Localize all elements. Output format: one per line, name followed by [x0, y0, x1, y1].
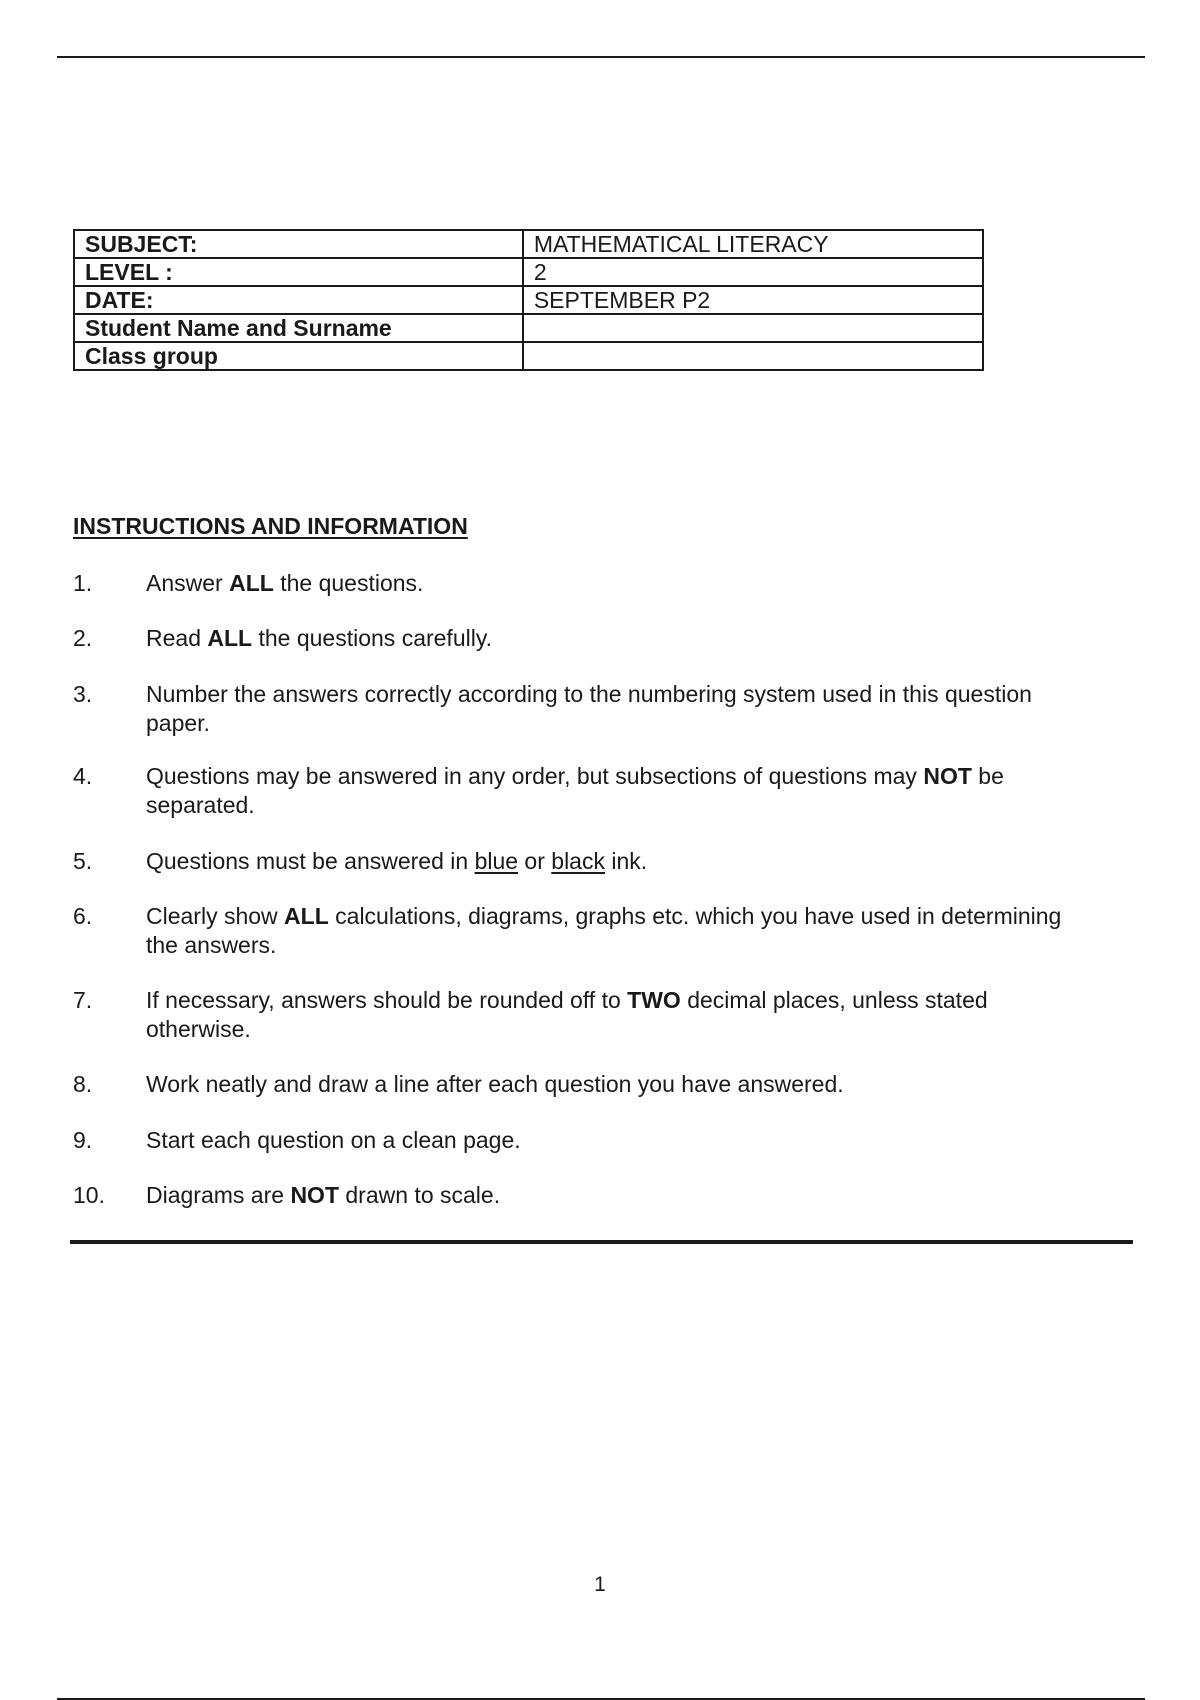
- top-rule: [57, 56, 1145, 58]
- emphasis-text: ALL: [207, 625, 253, 651]
- date-value: SEPTEMBER P2: [523, 286, 983, 314]
- instruction-number: 6.: [73, 903, 93, 929]
- instruction-text: [146, 986, 1093, 1044]
- emphasis-text: TWO: [627, 987, 681, 1013]
- instruction-text-part: be separated.: [146, 763, 1004, 818]
- page-number: 1: [594, 1573, 606, 1596]
- instruction-item: [73, 680, 1093, 738]
- instruction-text: [146, 1126, 1093, 1155]
- instruction-number: 8.: [73, 1071, 93, 1097]
- instruction-text-part: the questions carefully.: [252, 625, 493, 651]
- emphasis-text: ALL: [284, 903, 329, 929]
- instruction-number: 7.: [73, 987, 93, 1013]
- class-group-label: Class group: [74, 342, 523, 370]
- instruction-number: 4.: [73, 763, 93, 789]
- table-row: [74, 314, 983, 342]
- instruction-item: [73, 1126, 1093, 1155]
- instruction-text-part: Clearly show: [146, 903, 285, 929]
- instruction-item: [73, 569, 1093, 598]
- instruction-text-part: or: [518, 848, 552, 874]
- instruction-number: 1.: [73, 570, 93, 596]
- instruction-text-part: Questions must be answered in: [146, 848, 475, 874]
- instruction-number: 3.: [73, 681, 93, 707]
- instruction-text-part: calculations, diagrams, graphs etc. which you have used in determining the answers.: [146, 903, 1062, 958]
- instruction-item: [73, 762, 1093, 820]
- student-name-label: Student Name and Surname: [74, 314, 523, 342]
- table-row: [74, 342, 983, 370]
- instruction-item: [73, 624, 1093, 653]
- subject-label: SUBJECT:: [74, 230, 523, 258]
- student-name-field[interactable]: [523, 314, 983, 342]
- instruction-text-part: If necessary, answers should be rounded off to: [146, 987, 628, 1013]
- instruction-text-part: the questions.: [273, 570, 424, 596]
- instruction-text: [146, 762, 1093, 820]
- emphasis-text: NOT: [290, 1182, 339, 1208]
- instruction-text-part: drawn to scale.: [339, 1182, 501, 1208]
- emphasis-text: ALL: [229, 570, 274, 596]
- instruction-text-part: Work neatly and draw a line after each question you have answered.: [146, 1071, 844, 1097]
- instruction-text: [146, 624, 1093, 653]
- instruction-item: [73, 902, 1093, 960]
- underlined-text: black: [551, 848, 605, 874]
- table-row: [74, 230, 983, 258]
- underlined-text: blue: [474, 848, 519, 874]
- header-info-table: [73, 229, 984, 371]
- instruction-text-part: Questions may be answered in any order, but subsections of questions may: [146, 763, 924, 789]
- instruction-text: [146, 569, 1093, 598]
- level-value: 2: [523, 258, 983, 286]
- instruction-text: [146, 1181, 1093, 1210]
- class-group-field[interactable]: [523, 342, 983, 370]
- date-label: DATE:: [74, 286, 523, 314]
- instruction-text-part: Start each question on a clean page.: [146, 1127, 521, 1153]
- instruction-text-part: Number the answers correctly according to the numbering system used in this question paper.: [146, 681, 1032, 736]
- instructions-heading: INSTRUCTIONS AND INFORMATION: [73, 513, 468, 539]
- instruction-text: [146, 1070, 1093, 1099]
- instruction-item: [73, 986, 1093, 1044]
- instruction-text: [146, 680, 1093, 738]
- instruction-number: 9.: [73, 1127, 93, 1153]
- instruction-text: [146, 902, 1093, 960]
- instruction-text-part: Diagrams are: [146, 1182, 291, 1208]
- table-row: [74, 286, 983, 314]
- instruction-number: 5.: [73, 848, 93, 874]
- instruction-item: [73, 847, 1093, 876]
- instruction-text-part: decimal places, unless stated otherwise.: [146, 987, 988, 1042]
- instruction-text-part: Answer: [146, 570, 230, 596]
- level-label: LEVEL :: [74, 258, 523, 286]
- table-row: [74, 258, 983, 286]
- instruction-item: [73, 1181, 1093, 1210]
- instruction-number: 10.: [73, 1182, 105, 1208]
- instruction-text-part: Read: [146, 625, 208, 651]
- emphasis-text: NOT: [923, 763, 972, 789]
- section-divider: [70, 1240, 1133, 1244]
- subject-value: MATHEMATICAL LITERACY: [523, 230, 983, 258]
- instruction-text: [146, 847, 1093, 876]
- instruction-item: [73, 1070, 1093, 1099]
- instruction-number: 2.: [73, 625, 93, 651]
- instruction-text-part: ink.: [604, 848, 648, 874]
